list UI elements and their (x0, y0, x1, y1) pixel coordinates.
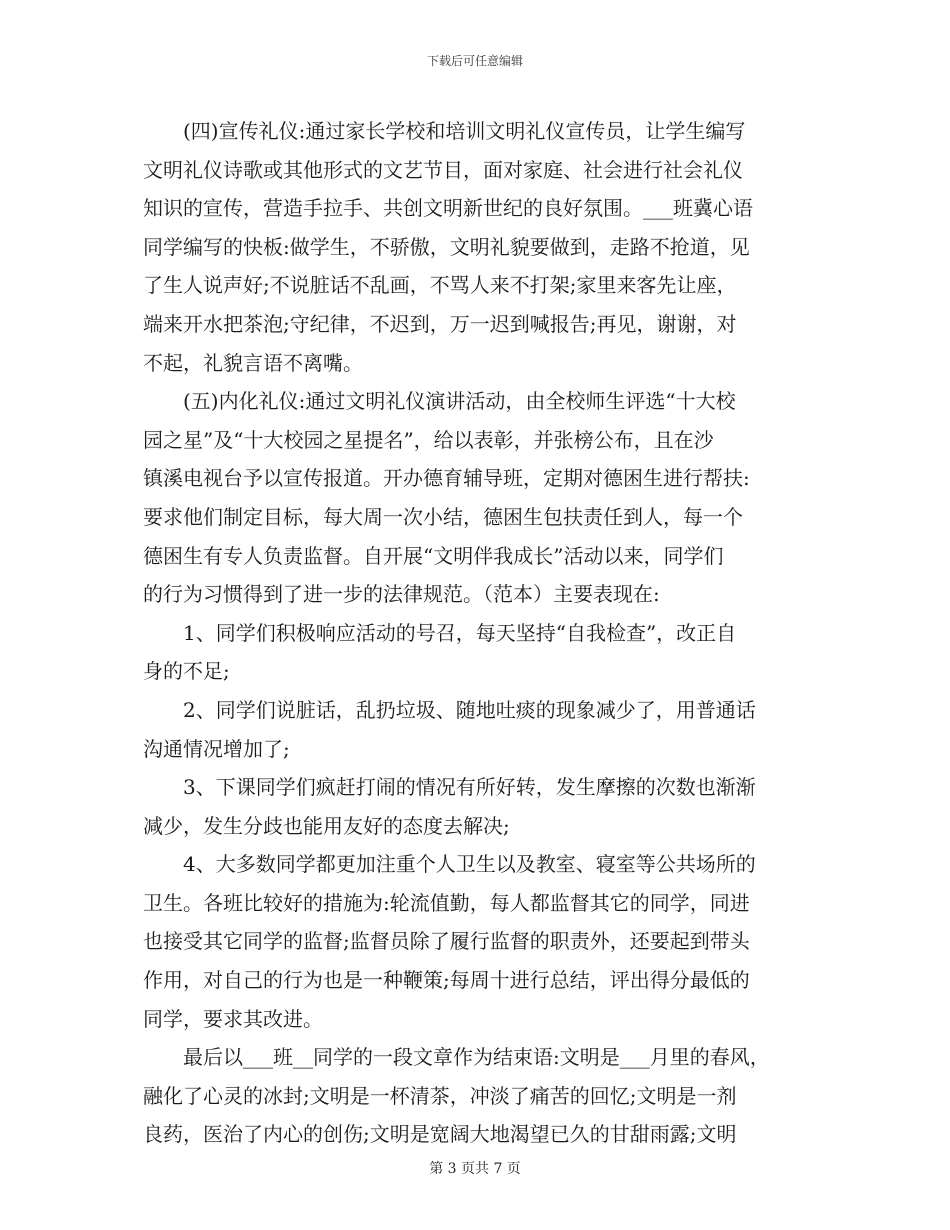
page-footer: 第 3 页共 7 页 (429, 1161, 521, 1177)
text-line: 良药，医治了内心的创伤;文明是宽阔大地渴望已久的甘甜雨露;文明 (143, 1122, 737, 1147)
text-line: 3、下课同学们疯赶打闹的情况有所好转，发生摩擦的次数也渐渐 (143, 775, 756, 800)
text-line: 镇溪电视台予以宣传报道。开办德育辅导班，定期对德困生进行帮扶: (143, 466, 750, 491)
text-line: 德困生有专人负责监督。自开展“文明伴我成长”活动以来，同学们 (143, 543, 724, 568)
page-header: 下载后可任意编辑 (426, 54, 523, 68)
text-line: 园之星”及“十大校园之星提名”，给以表彰，并张榜公布，且在沙 (143, 427, 714, 452)
text-line: 文明礼仪诗歌或其他形式的文艺节目，面对家庭、社会进行社会礼仪 (143, 157, 743, 182)
text-line: 2、同学们说脏话，乱扔垃圾、随地吐痰的现象减少了，用普通话 (143, 697, 756, 722)
document-body (143, 112, 823, 1154)
text-line: 卫生。各班比较好的措施为:轮流值勤，每人都监督其它的同学，同进 (143, 890, 750, 915)
text-line: 作用，对自己的行为也是一种鞭策;每周十进行总结，评出得分最低的 (143, 968, 750, 993)
text-line: (五)内化礼仪:通过文明礼仪演讲活动，由全校师生评选“十大校 (143, 389, 736, 414)
text-line: 同学，要求其改进。 (143, 1006, 323, 1031)
text-line: 了生人说声好;不说脏话不乱画，不骂人来不打架;家里来客先让座， (143, 273, 737, 298)
text-line: 要求他们制定目标，每大周一次小结，德困生包扶责任到人，每一个 (143, 504, 743, 529)
text-line: 知识的宣传，营造手拉手、共创文明新世纪的良好氛围。___班冀心语 (143, 196, 753, 221)
text-line: 1、同学们积极响应活动的号召，每天坚持“自我检查”，改正自 (143, 620, 737, 645)
text-line: 身的不足; (143, 659, 230, 684)
text-line: 最后以___班__同学的一段文章作为结束语:文明是___月里的春风， (143, 1045, 770, 1070)
text-line: 沟通情况增加了; (143, 736, 290, 761)
text-line: 端来开水把茶泡;守纪律，不迟到，万一迟到喊报告;再见，谢谢，对 (143, 311, 737, 336)
text-line: 不起，礼貌言语不离嘴。 (143, 350, 363, 375)
text-line: 的行为习惯得到了进一步的法律规范。（范本）主要表现在: (143, 582, 660, 607)
text-line: (四)宣传礼仪:通过家长学校和培训文明礼仪宣传员，让学生编写 (143, 119, 746, 143)
text-line: 4、大多数同学都更加注重个人卫生以及教室、寝室等公共场所的 (143, 852, 756, 877)
text-line: 减少，发生分歧也能用友好的态度去解决; (143, 813, 510, 838)
text-line: 同学编写的快板:做学生，不骄傲，文明礼貌要做到，走路不抢道，见 (143, 234, 750, 259)
text-line: 融化了心灵的冰封;文明是一杯清茶，冲淡了痛苦的回忆;文明是一剂 (143, 1083, 737, 1108)
text-line: 也接受其它同学的监督;监督员除了履行监督的职责外，还要起到带头 (143, 929, 750, 954)
